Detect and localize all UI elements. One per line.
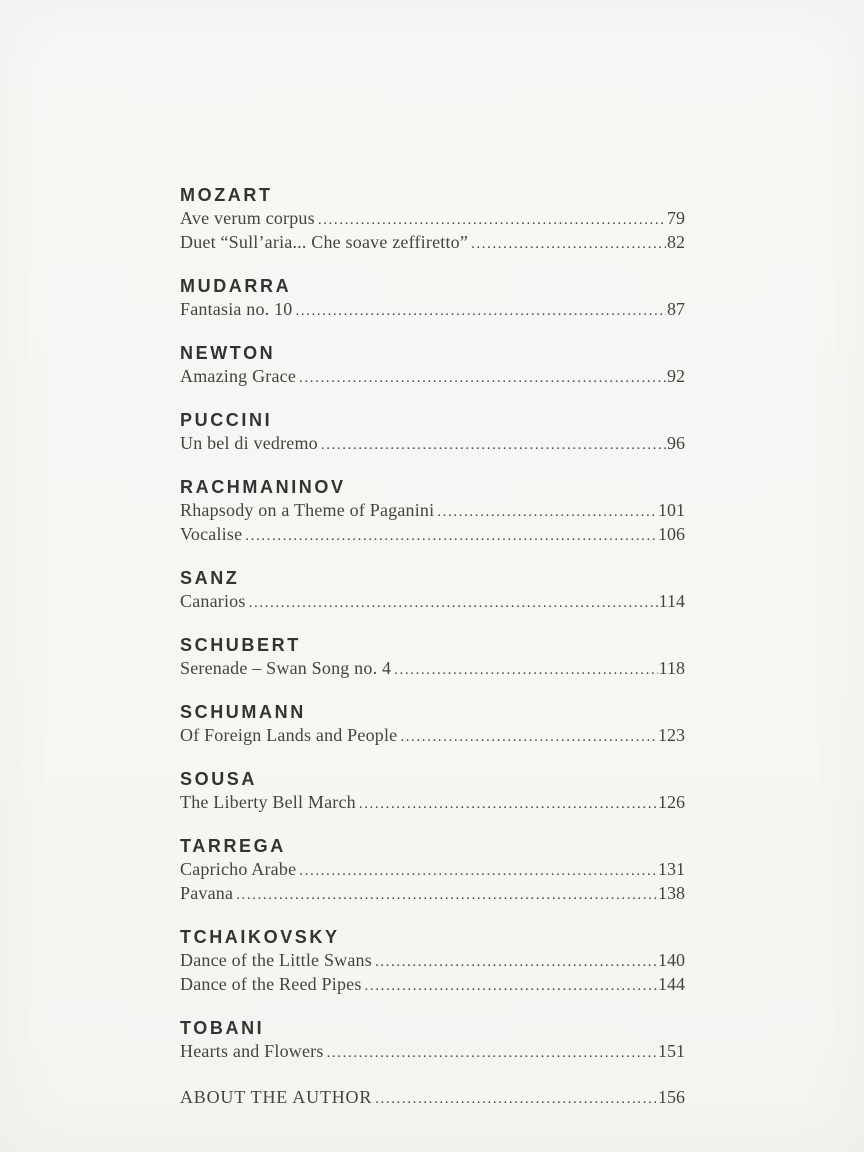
- toc-entry: [180, 590, 685, 614]
- toc-section: [180, 275, 685, 322]
- piece-title: Vocalise: [180, 524, 243, 544]
- toc-entry: [180, 523, 685, 547]
- piece-title: Pavana: [180, 883, 234, 903]
- toc-section: [180, 184, 685, 255]
- toc-section-entries: [180, 365, 685, 389]
- piece-title: Serenade – Swan Song no. 4: [180, 658, 392, 678]
- toc-section: [180, 342, 685, 389]
- toc-section: [180, 567, 685, 614]
- toc-section: [180, 768, 685, 815]
- piece-title: Canarios: [180, 591, 246, 611]
- toc-entry: [180, 657, 685, 681]
- toc-entry: [180, 432, 685, 456]
- toc-section-entries: [180, 207, 685, 255]
- composer-heading: TOBANI: [180, 1018, 265, 1038]
- page-number: 114: [658, 591, 685, 611]
- toc-entry: [180, 1040, 685, 1064]
- piece-title: Fantasia no. 10: [180, 299, 293, 319]
- dot-leader: [249, 590, 658, 614]
- page-number: 151: [658, 1041, 685, 1061]
- dot-leader: [296, 298, 667, 322]
- page-number: 106: [658, 524, 685, 544]
- toc-entry: [180, 973, 685, 997]
- piece-title: Rhapsody on a Theme of Paganini: [180, 500, 435, 520]
- page-number: 140: [658, 950, 685, 970]
- toc-sections: [180, 184, 685, 1064]
- toc-section-entries: [180, 949, 685, 997]
- dot-leader: [365, 973, 657, 997]
- toc-entry: [180, 499, 685, 523]
- composer-heading: NEWTON: [180, 343, 276, 363]
- dot-leader: [400, 724, 657, 748]
- toc-section-entries: [180, 590, 685, 614]
- about-the-author-entry: [180, 1086, 685, 1110]
- toc-section-entries: [180, 791, 685, 815]
- toc-entry: [180, 231, 685, 255]
- toc-entry: [180, 365, 685, 389]
- toc-section-entries: [180, 858, 685, 906]
- composer-heading: MUDARRA: [180, 276, 292, 296]
- page-number: 92: [667, 366, 685, 386]
- toc-entry: [180, 791, 685, 815]
- toc-section: [180, 835, 685, 906]
- page-number: 156: [658, 1087, 685, 1107]
- dot-leader: [471, 231, 666, 255]
- piece-title: Un bel di vedremo: [180, 433, 318, 453]
- page-number: 101: [658, 500, 685, 520]
- composer-heading: SCHUBERT: [180, 635, 301, 655]
- dot-leader: [375, 1086, 657, 1110]
- page-number: 87: [667, 299, 685, 319]
- piece-title: Duet “Sull’aria... Che soave zeffiretto”: [180, 232, 469, 252]
- composer-heading: TCHAIKOVSKY: [180, 927, 340, 947]
- toc-section-entries: [180, 499, 685, 547]
- page-number: 131: [658, 859, 685, 879]
- toc-section-entries: [180, 657, 685, 681]
- toc-section: [180, 1017, 685, 1064]
- toc-section: [180, 701, 685, 748]
- piece-title: Capricho Arabe: [180, 859, 297, 879]
- piece-title: The Liberty Bell March: [180, 792, 356, 812]
- toc-entry: [180, 207, 685, 231]
- toc-section-entries: [180, 1040, 685, 1064]
- page-number: 79: [667, 208, 685, 228]
- piece-title: Dance of the Reed Pipes: [180, 974, 362, 994]
- composer-heading: SCHUMANN: [180, 702, 306, 722]
- about-the-author-label: ABOUT THE AUTHOR: [180, 1087, 373, 1107]
- toc-section-entries: [180, 432, 685, 456]
- toc-entry: [180, 882, 685, 906]
- toc-section: [180, 409, 685, 456]
- page-number: 123: [658, 725, 685, 745]
- composer-heading: PUCCINI: [180, 410, 273, 430]
- piece-title: Dance of the Little Swans: [180, 950, 372, 970]
- table-of-contents: [180, 184, 685, 1110]
- page-number: 118: [658, 658, 685, 678]
- toc-section-entries: [180, 298, 685, 322]
- piece-title: Ave verum corpus: [180, 208, 315, 228]
- toc-section: [180, 634, 685, 681]
- toc-section: [180, 476, 685, 547]
- composer-heading: SANZ: [180, 568, 240, 588]
- dot-leader: [299, 365, 666, 389]
- toc-section: [180, 926, 685, 997]
- composer-heading: RACHMANINOV: [180, 477, 346, 497]
- dot-leader: [394, 657, 657, 681]
- page-number: 96: [667, 433, 685, 453]
- dot-leader: [299, 858, 657, 882]
- page-number: 82: [667, 232, 685, 252]
- piece-title: Amazing Grace: [180, 366, 297, 386]
- toc-entry: [180, 724, 685, 748]
- composer-heading: SOUSA: [180, 769, 258, 789]
- page-number: 126: [658, 792, 685, 812]
- composer-heading: MOZART: [180, 185, 273, 205]
- dot-leader: [359, 791, 657, 815]
- piece-title: Hearts and Flowers: [180, 1041, 324, 1061]
- toc-entry: [180, 949, 685, 973]
- dot-leader: [245, 523, 657, 547]
- dot-leader: [321, 432, 666, 456]
- dot-leader: [327, 1040, 657, 1064]
- toc-entry: [180, 858, 685, 882]
- page-number: 138: [658, 883, 685, 903]
- dot-leader: [318, 207, 666, 231]
- dot-leader: [236, 882, 657, 906]
- page-number: 144: [658, 974, 685, 994]
- composer-heading: TARREGA: [180, 836, 286, 856]
- piece-title: Of Foreign Lands and People: [180, 725, 398, 745]
- toc-entry: [180, 298, 685, 322]
- dot-leader: [375, 949, 657, 973]
- dot-leader: [437, 499, 657, 523]
- toc-section-entries: [180, 724, 685, 748]
